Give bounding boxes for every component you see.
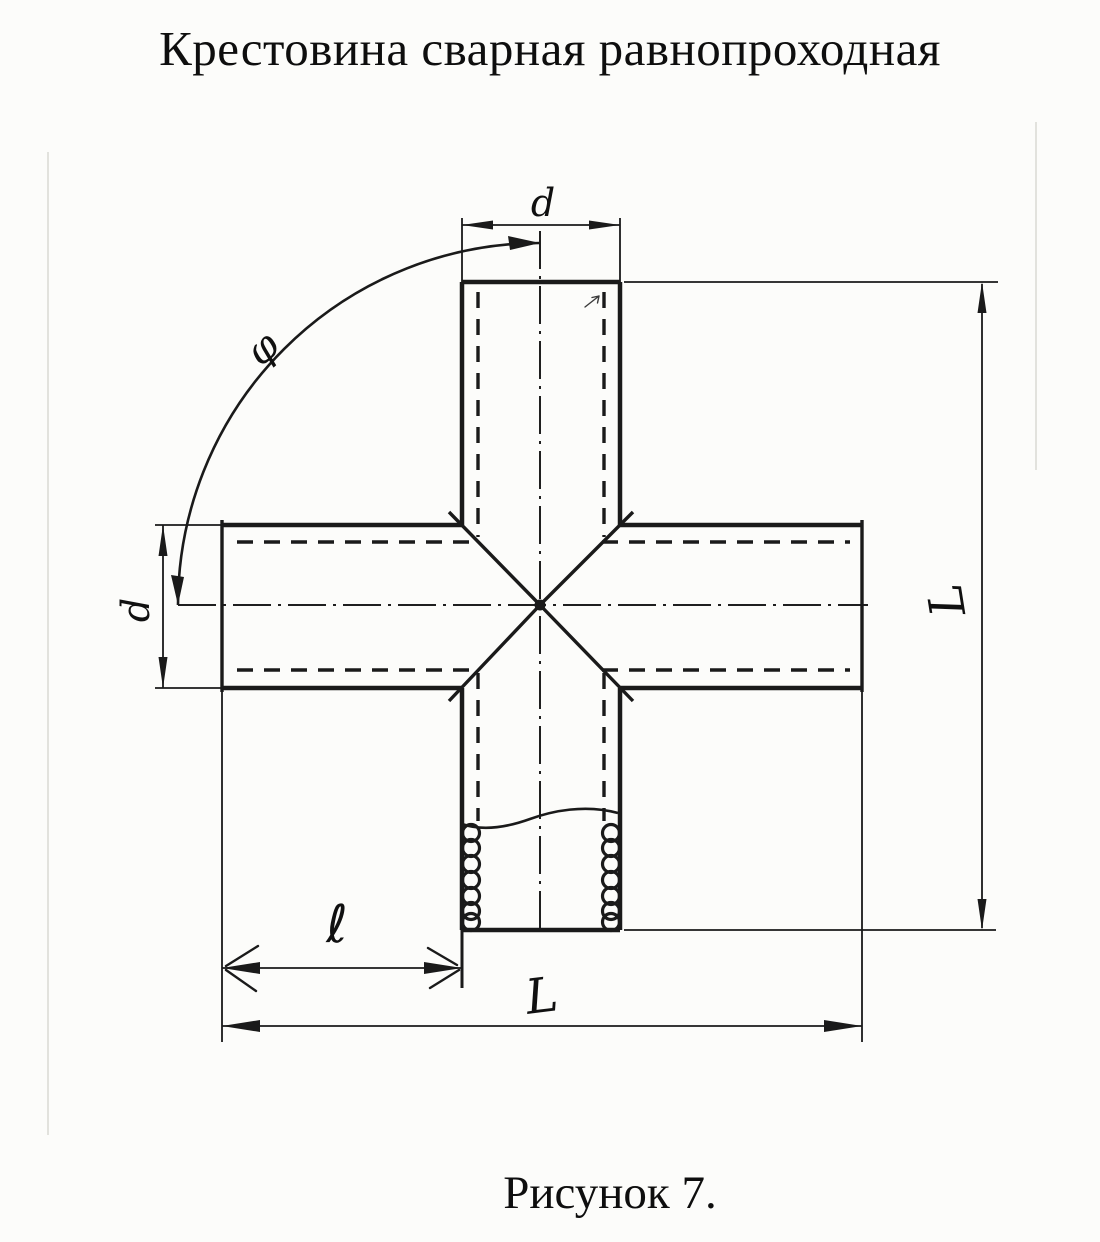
label-run-diameter-left: d [114, 597, 158, 623]
page-title: Крестовина сварная равнопроходная [159, 21, 941, 76]
centerlines [178, 231, 868, 931]
figure-caption: Рисунок 7. [503, 1167, 717, 1219]
label-stub-length: ℓ [326, 895, 348, 955]
dimension-lines [163, 225, 982, 1026]
label-branch-diameter-top: d [530, 181, 556, 225]
dimension-extension-lines [155, 218, 998, 1042]
inner-wall-dashed-lines [237, 292, 850, 821]
label-overall-length: L [522, 966, 561, 1026]
weld-center-dot [535, 600, 546, 611]
thread-scallops-left [463, 825, 480, 931]
thread-scallops-right [603, 825, 620, 931]
label-height-right: L [916, 580, 978, 621]
label-angle-phi: φ [236, 322, 289, 376]
stray-mark [585, 296, 599, 307]
